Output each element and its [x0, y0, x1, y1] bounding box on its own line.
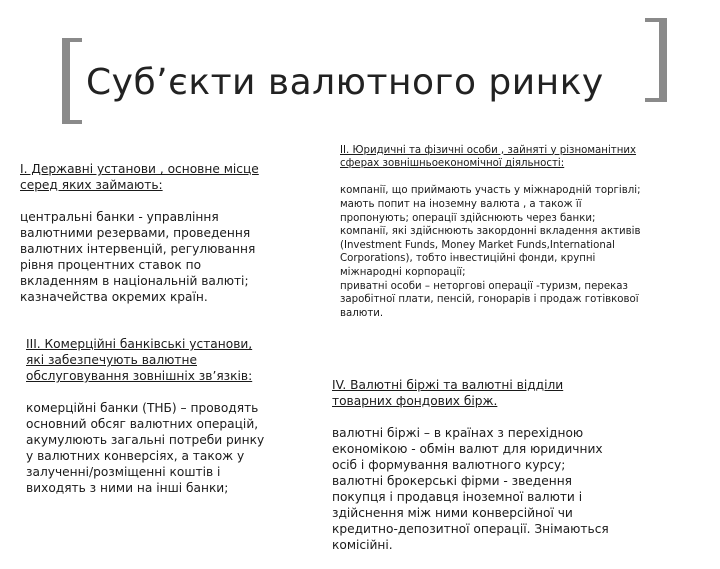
- section-text: комерційні банки (ТНБ) – проводять основний обсяг валютних операцій, акумулюють загальні потреби ринку у валютних конверсіях, а також у залученні/розміщенні коштів і виходять з ними на інші банки;: [26, 401, 265, 495]
- section-currency-exchanges: [332, 361, 632, 569]
- section-text: центральні банки - управління валютними резервами, проведення валютних інтервенцій, регулювання рівня процентних ставок по вкладенням в національній валюті; казначейства окремих країн.: [20, 210, 256, 304]
- left-title-bracket: [62, 38, 82, 124]
- section-heading: IV. Валютні біржі та валютні відділи товарних фондових бірж.: [332, 378, 564, 408]
- section-text: компанії, що приймають участь у міжнародній торгівлі; мають попит на іноземну валюта , а також її пропонують; операції здійснюють через банки; компанії, які здійснюють закордонні вкладення активів (Investment Funds, Money Market Funds,International Corporations), тобто інвестиційні фонди, крупні міжнародні корпорації; приватні особи – неторгові операції -туризм, переказ заробітної плати, пенсій, гонорарів і продаж готівкової валюти.: [340, 185, 641, 319]
- section-heading: III. Комерційні банківські установи, які забезпечують валютне обслуговування зовнішніх зв’язків:: [26, 337, 253, 383]
- section-text: валютні біржі – в країнах з перехідною економікою - обмін валют для юридичних осіб і формування валютного курсу; валютні брокерські фірми - зведення покупця і продавця іноземної валюти і здійснення між ними конверсійної чи кредитно-депозитної операції. Знімаються комісійні.: [332, 426, 609, 552]
- section-legal-entities: [340, 130, 692, 334]
- right-title-bracket: [645, 18, 667, 102]
- section-state-institutions: [20, 145, 310, 321]
- slide-title: Суб’єкти валютного ринку: [86, 62, 604, 103]
- section-heading: II. Юридичні та фізичні особи , зайняті у різноманітних сферах зовнішньоекономічної діяльності:: [340, 144, 637, 170]
- section-commercial-banks: [26, 320, 316, 512]
- section-heading: I. Державні установи , основне місце серед яких займають:: [20, 162, 259, 192]
